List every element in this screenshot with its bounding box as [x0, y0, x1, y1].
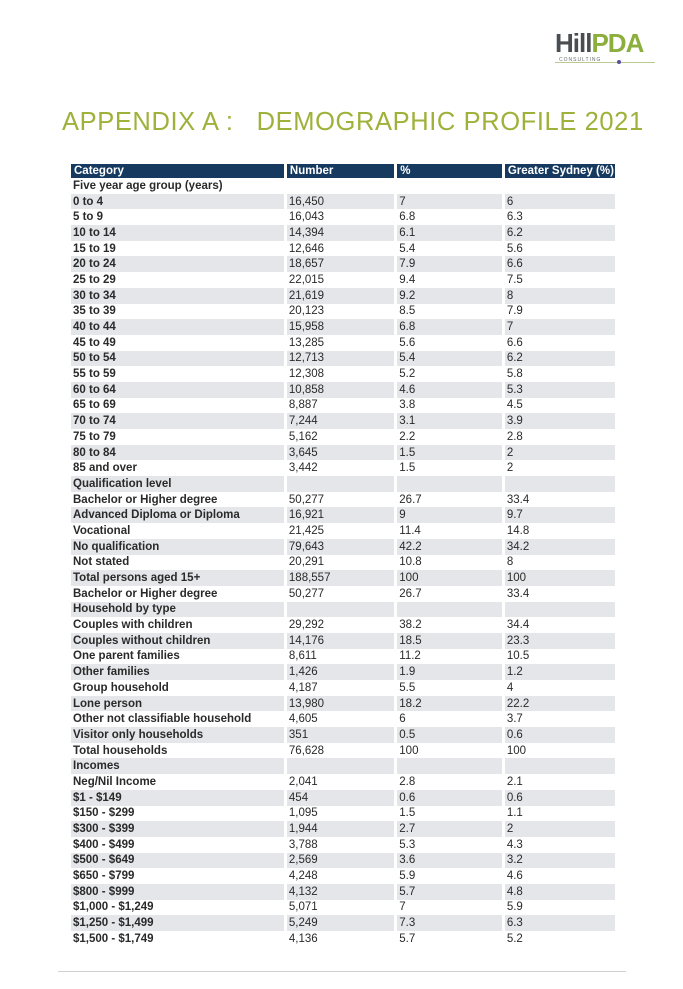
cell-percent: 2.2 [399, 430, 416, 443]
cell-category: 15 to 19 [73, 242, 116, 255]
cell-greater-sydney: 10.5 [506, 650, 530, 663]
cell-percent: 10.8 [399, 556, 422, 569]
cell-percent: 3.8 [399, 399, 416, 412]
cell-category: Total households [73, 744, 168, 757]
cell-percent [397, 602, 502, 618]
cell-percent: 5.6 [399, 336, 416, 349]
cell-greater-sydney: 2 [505, 821, 615, 837]
cell-category: $400 - $499 [73, 838, 135, 851]
cell-category: Bachelor or Higher degree [73, 493, 218, 506]
cell-number: 20,123 [288, 305, 325, 318]
cell-percent: 26.7 [399, 493, 422, 506]
table-row [71, 617, 615, 633]
cell-number: 4,605 [288, 713, 318, 726]
cell-category: Qualification level [71, 476, 284, 492]
table-row [71, 821, 615, 837]
table-row [71, 743, 615, 759]
cell-number: 29,292 [288, 619, 325, 632]
demographic-table [68, 164, 618, 947]
table-row [71, 837, 615, 853]
cell-greater-sydney [505, 178, 615, 194]
cell-category: 50 to 54 [71, 351, 284, 367]
header-greater-sydney: Greater Sydney (%) [505, 164, 615, 178]
cell-percent: 1.5 [397, 445, 502, 461]
table-row [71, 304, 615, 320]
table-row [71, 806, 615, 822]
cell-greater-sydney: 4.6 [506, 870, 523, 883]
cell-greater-sydney: 3.7 [506, 713, 523, 726]
cell-category: Lone person [71, 696, 284, 712]
cell-number: 4,132 [287, 884, 394, 900]
cell-number: 188,557 [287, 570, 394, 586]
cell-greater-sydney [505, 602, 615, 618]
cell-number: 21,619 [287, 288, 394, 304]
cell-number: 76,628 [288, 744, 325, 757]
cell-percent: 5.2 [399, 368, 416, 381]
table-row [71, 319, 615, 335]
cell-number: 50,277 [288, 587, 325, 600]
cell-greater-sydney: 8 [506, 556, 514, 569]
cell-number: 79,643 [287, 539, 394, 555]
table-row [71, 382, 615, 398]
cell-category: 80 to 84 [71, 445, 284, 461]
cell-percent: 6.8 [397, 319, 502, 335]
logo-hill: Hill [555, 28, 592, 58]
table-row [71, 335, 615, 351]
cell-number: 10,858 [287, 382, 394, 398]
cell-number [287, 602, 394, 618]
cell-greater-sydney: 5.8 [506, 368, 523, 381]
cell-greater-sydney [505, 758, 615, 774]
cell-greater-sydney: 4.5 [506, 399, 523, 412]
cell-percent: 3.6 [397, 853, 502, 869]
cell-category: 5 to 9 [73, 211, 104, 224]
cell-category: $1 - $149 [71, 790, 284, 806]
cell-percent: 1.5 [399, 807, 416, 820]
table-row [71, 727, 615, 743]
table-row [71, 225, 615, 241]
table-row [71, 351, 615, 367]
cell-number: 21,425 [288, 524, 325, 537]
cell-percent [397, 476, 502, 492]
cell-greater-sydney: 33.4 [506, 493, 530, 506]
table-header-row [71, 164, 615, 178]
table-row [71, 570, 615, 586]
header-number: Number [287, 164, 394, 178]
cell-percent: 100 [399, 744, 419, 757]
table-row [71, 931, 615, 947]
table-row [71, 649, 615, 665]
cell-percent: 18.2 [397, 696, 502, 712]
cell-category: 35 to 39 [73, 305, 116, 318]
cell-percent: 5.9 [399, 870, 416, 883]
cell-percent: 7.3 [397, 915, 502, 931]
table-row [71, 460, 615, 476]
table-row [71, 680, 615, 696]
cell-number: 3,645 [287, 445, 394, 461]
cell-number: 12,308 [288, 368, 325, 381]
cell-category: 65 to 69 [73, 399, 116, 412]
cell-category: 20 to 24 [71, 256, 284, 272]
cell-greater-sydney: 23.3 [505, 633, 615, 649]
table-row [71, 398, 615, 414]
cell-number: 4,248 [288, 870, 318, 883]
cell-number: 351 [287, 727, 394, 743]
table-row [71, 774, 615, 790]
cell-greater-sydney: 6.2 [505, 225, 615, 241]
header-percent: % [397, 164, 502, 178]
cell-number: 4,136 [288, 932, 318, 945]
cell-number: 7,244 [287, 413, 394, 429]
cell-greater-sydney: 6.2 [505, 351, 615, 367]
cell-greater-sydney: 100 [506, 744, 527, 757]
cell-percent: 6.8 [399, 211, 416, 224]
cell-number [287, 476, 394, 492]
table-row [71, 539, 615, 555]
cell-category: 0 to 4 [71, 194, 284, 210]
cell-category: 60 to 64 [71, 382, 284, 398]
table-row [71, 884, 615, 900]
cell-category: 45 to 49 [73, 336, 116, 349]
cell-category: No qualification [71, 539, 284, 555]
cell-percent: 11.2 [399, 650, 421, 663]
logo-wordmark [555, 30, 643, 56]
cell-number: 14,394 [287, 225, 394, 241]
table-row [71, 868, 615, 884]
cell-number: 3,788 [288, 838, 318, 851]
cell-category: $150 - $299 [73, 807, 135, 820]
cell-percent: 7 [399, 901, 406, 914]
cell-greater-sydney: 2 [506, 462, 514, 475]
cell-category: 10 to 14 [71, 225, 284, 241]
table-row [71, 413, 615, 429]
cell-percent: 9.4 [399, 273, 416, 286]
cell-category: $650 - $799 [73, 870, 135, 883]
cell-percent: 42.2 [397, 539, 502, 555]
table-body [71, 178, 615, 947]
cell-number: 3,442 [288, 462, 318, 475]
cell-greater-sydney: 6.6 [506, 336, 523, 349]
cell-number: 15,958 [287, 319, 394, 335]
cell-number: 1,944 [287, 821, 394, 837]
cell-greater-sydney: 22.2 [505, 696, 615, 712]
cell-category: 55 to 59 [73, 368, 116, 381]
table-row [71, 664, 615, 680]
cell-percent: 100 [397, 570, 502, 586]
table-row [71, 429, 615, 445]
cell-percent: 4.6 [397, 382, 502, 398]
cell-category: Incomes [71, 758, 284, 774]
cell-percent: 8.5 [399, 305, 416, 318]
table-row [71, 366, 615, 382]
cell-greater-sydney: 100 [505, 570, 615, 586]
cell-percent: 6.1 [397, 225, 502, 241]
table-row [71, 711, 615, 727]
cell-category: 85 and over [73, 462, 137, 475]
cell-percent: 0.6 [397, 790, 502, 806]
cell-percent [397, 758, 502, 774]
cell-percent: 18.5 [397, 633, 502, 649]
table-row [71, 507, 615, 523]
logo-pda: PDA [591, 28, 644, 58]
cell-greater-sydney: 8 [505, 288, 615, 304]
table-row [71, 178, 615, 194]
cell-category: Five year age group (years) [73, 179, 223, 192]
cell-category: 40 to 44 [71, 319, 284, 335]
cell-number: 2,041 [288, 775, 318, 788]
cell-percent: 38.2 [399, 619, 422, 632]
table-row [71, 555, 615, 571]
table-row [71, 272, 615, 288]
cell-greater-sydney: 4.8 [505, 884, 615, 900]
cell-percent: 7.9 [397, 256, 502, 272]
cell-number: 454 [287, 790, 394, 806]
cell-greater-sydney: 6 [505, 194, 615, 210]
hillpda-logo [555, 30, 655, 66]
cell-percent: 26.7 [399, 587, 422, 600]
cell-number: 50,277 [288, 493, 325, 506]
cell-percent: 5.5 [399, 681, 416, 694]
cell-percent: 9.2 [397, 288, 502, 304]
cell-number: 18,657 [287, 256, 394, 272]
cell-greater-sydney: 14.8 [506, 524, 530, 537]
cell-number: 5,071 [288, 901, 318, 914]
cell-greater-sydney: 7 [505, 319, 615, 335]
cell-category: Couples without children [71, 633, 284, 649]
cell-number: 1,426 [287, 664, 394, 680]
table-row [71, 915, 615, 931]
table-row [71, 853, 615, 869]
cell-greater-sydney: 6.3 [505, 915, 615, 931]
cell-category: Couples with children [73, 619, 193, 632]
cell-number: 22,015 [288, 273, 325, 286]
cell-number: 12,713 [287, 351, 394, 367]
cell-greater-sydney: 7.5 [506, 273, 523, 286]
cell-greater-sydney: 7.9 [506, 305, 523, 318]
cell-number: 5,162 [288, 430, 318, 443]
cell-greater-sydney: 2 [505, 445, 615, 461]
table-row [71, 256, 615, 272]
table-row [71, 696, 615, 712]
cell-percent: 2.7 [397, 821, 502, 837]
cell-greater-sydney: 3.2 [505, 853, 615, 869]
logo-dot [617, 60, 621, 64]
cell-greater-sydney: 3.9 [505, 413, 615, 429]
cell-greater-sydney: 1.2 [505, 664, 615, 680]
cell-category: 25 to 29 [73, 273, 116, 286]
cell-category: $500 - $649 [71, 853, 284, 869]
cell-greater-sydney: 5.3 [505, 382, 615, 398]
table-row [71, 241, 615, 257]
cell-percent: 3.1 [397, 413, 502, 429]
cell-percent: 5.7 [399, 932, 416, 945]
cell-greater-sydney: 5.2 [506, 932, 523, 945]
cell-greater-sydney: 0.6 [505, 790, 615, 806]
table-row [71, 602, 615, 618]
cell-category: Bachelor or Higher degree [73, 587, 218, 600]
cell-number: 4,187 [288, 681, 318, 694]
cell-percent: 11.4 [399, 524, 421, 537]
cell-category: $1,250 - $1,499 [71, 915, 284, 931]
table-row [71, 633, 615, 649]
cell-greater-sydney: 34.4 [506, 619, 530, 632]
cell-number: 16,043 [288, 211, 325, 224]
cell-category: Household by type [71, 602, 284, 618]
cell-percent: 6 [399, 713, 406, 726]
cell-category: 30 to 34 [71, 288, 284, 304]
cell-percent: 5.3 [399, 838, 416, 851]
table-row [71, 476, 615, 492]
table-row [71, 288, 615, 304]
cell-percent: 2.8 [399, 775, 416, 788]
cell-greater-sydney: 5.6 [506, 242, 523, 255]
table-row [71, 900, 615, 916]
cell-greater-sydney: 6.6 [505, 256, 615, 272]
cell-number [287, 758, 394, 774]
cell-number: 2,569 [287, 853, 394, 869]
cell-greater-sydney: 1.1 [506, 807, 523, 820]
cell-category: Advanced Diploma or Diploma [71, 507, 284, 523]
cell-category: Total persons aged 15+ [71, 570, 284, 586]
cell-category: Neg/Nil Income [73, 775, 157, 788]
table-row [71, 790, 615, 806]
cell-greater-sydney: 9.7 [505, 507, 615, 523]
cell-percent: 5.4 [399, 242, 416, 255]
cell-category: Visitor only households [71, 727, 284, 743]
cell-percent: 0.5 [397, 727, 502, 743]
cell-percent [397, 178, 502, 194]
cell-number: 16,921 [287, 507, 394, 523]
footer-divider [58, 971, 626, 972]
table-row [71, 586, 615, 602]
table-row [71, 492, 615, 508]
cell-number: 13,980 [287, 696, 394, 712]
cell-greater-sydney: 4.3 [506, 838, 523, 851]
cell-greater-sydney: 6.3 [506, 211, 523, 224]
table-row [71, 194, 615, 210]
cell-category: Other not classifiable household [73, 713, 252, 726]
page-title: APPENDIX A : DEMOGRAPHIC PROFILE 2021 [62, 108, 644, 136]
cell-number: 13,285 [288, 336, 325, 349]
cell-category: Not stated [73, 556, 130, 569]
cell-category: $1,500 - $1,749 [73, 932, 154, 945]
cell-greater-sydney: 0.6 [505, 727, 615, 743]
header-category: Category [71, 164, 284, 178]
cell-category: 70 to 74 [71, 413, 284, 429]
cell-number: 8,611 [288, 650, 317, 663]
cell-category: Vocational [73, 524, 131, 537]
table-row [71, 445, 615, 461]
cell-number: 12,646 [288, 242, 325, 255]
cell-category: $1,000 - $1,249 [73, 901, 154, 914]
cell-greater-sydney: 5.9 [506, 901, 523, 914]
cell-percent: 5.7 [397, 884, 502, 900]
cell-greater-sydney: 2.1 [506, 775, 523, 788]
cell-number: 5,249 [287, 915, 394, 931]
cell-number: 8,887 [288, 399, 318, 412]
cell-greater-sydney: 2.8 [506, 430, 523, 443]
cell-percent: 1.5 [399, 462, 416, 475]
cell-percent: 7 [397, 194, 502, 210]
cell-greater-sydney: 34.2 [505, 539, 615, 555]
cell-greater-sydney: 33.4 [506, 587, 530, 600]
cell-number: 20,291 [288, 556, 325, 569]
cell-category: Group household [73, 681, 169, 694]
logo-subtitle: CONSULTING [559, 57, 602, 63]
table-row [71, 523, 615, 539]
cell-number: 1,095 [288, 807, 318, 820]
table-row [71, 209, 615, 225]
cell-category: One parent families [73, 650, 180, 663]
cell-category: 75 to 79 [73, 430, 116, 443]
cell-percent: 9 [397, 507, 502, 523]
cell-percent: 5.4 [397, 351, 502, 367]
cell-number: 16,450 [287, 194, 394, 210]
cell-percent: 1.9 [397, 664, 502, 680]
cell-greater-sydney: 4 [506, 681, 514, 694]
cell-category: Other families [71, 664, 284, 680]
cell-greater-sydney [505, 476, 615, 492]
cell-number [287, 178, 394, 194]
cell-category: $300 - $399 [71, 821, 284, 837]
cell-category: $800 - $999 [71, 884, 284, 900]
cell-number: 14,176 [287, 633, 394, 649]
table-row [71, 758, 615, 774]
